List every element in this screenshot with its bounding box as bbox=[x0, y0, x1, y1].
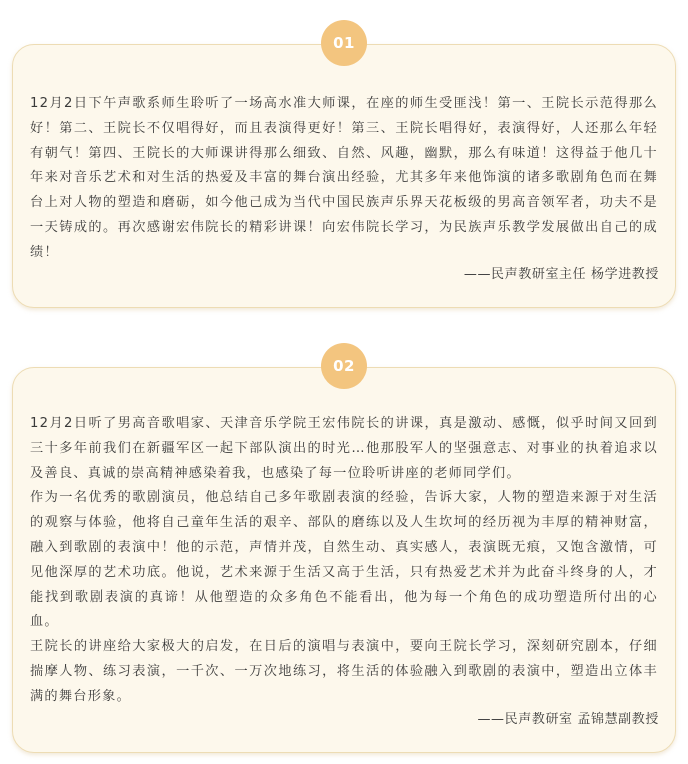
comment-paragraph: 12月2日下午声歌系师生聆听了一场高水准大师课，在座的师生受匪浅！第一、王院长示范得那么好！第二、王院长不仅唱得好，而且表演得更好！第三、王院长唱得好，表演得好，人还那么年轻有朝气！第四、王院长的大师课讲得那么细致、自然、风趣，幽默，那么有味道！这得益于他几十年来对音乐艺术和对生活的热爱及丰富的舞台演出经验，尤其多年来他饰演的诸多歌剧角色而在舞台上对人物的塑造和磨砺，如今他己成为当代中国民族声乐界天花板级的男高音领军者，功夫不是一天铸成的。再次感谢宏伟院长的精彩讲课！向宏伟院长学习，为民族声乐教学发展做出自己的成绩！ bbox=[30, 96, 658, 260]
comment-body bbox=[30, 92, 658, 266]
section-number-badge: 01 bbox=[321, 20, 367, 66]
section-number-badge: 02 bbox=[321, 343, 367, 389]
comment-body bbox=[30, 412, 658, 710]
comment-paragraph: 12月2日听了男高音歌唱家、天津音乐学院王宏伟院长的讲课，真是激动、感慨，似乎时间又回到三十多年前我们在新疆军区一起下部队演出的时光…他那股军人的坚强意志、对事业的执着追求以及善良、真诚的崇高精神感染着我，也感染了每一位聆听讲座的老师同学们。 bbox=[30, 416, 658, 481]
comment-card bbox=[12, 367, 676, 753]
comment-paragraph: 王院长的讲座给大家极大的启发，在日后的演唱与表演中，要向王院长学习，深刻研究剧本，仔细揣摩人物、练习表演，一千次、一万次地练习，将生活的体验融入到歌剧的表演中，塑造出立体丰满的舞台形象。 bbox=[30, 639, 658, 704]
comment-signature: ——民声教研室主任 杨学进教授 bbox=[463, 267, 659, 282]
comment-card bbox=[12, 44, 676, 308]
comment-paragraph: 作为一名优秀的歌剧演员，他总结自己多年歌剧表演的经验，告诉大家，人物的塑造来源于对生活的观察与体验，他将自己童年生活的艰辛、部队的磨练以及人生坎坷的经历视为丰厚的精神财富，融入到歌剧的表演中！他的示范，声情并茂，自然生动、真实感人，表演既无痕，又饱含激情，可见他深厚的艺术功底。他说，艺术来源于生活又高于生活，只有热爱艺术并为此奋斗终身的人，才能找到歌剧表演的真谛！从他塑造的众多角色不能看出，他为每一个角色的成功塑造所付出的心血。 bbox=[30, 490, 658, 630]
comment-signature: ——民声教研室 孟锦慧副教授 bbox=[477, 712, 659, 727]
